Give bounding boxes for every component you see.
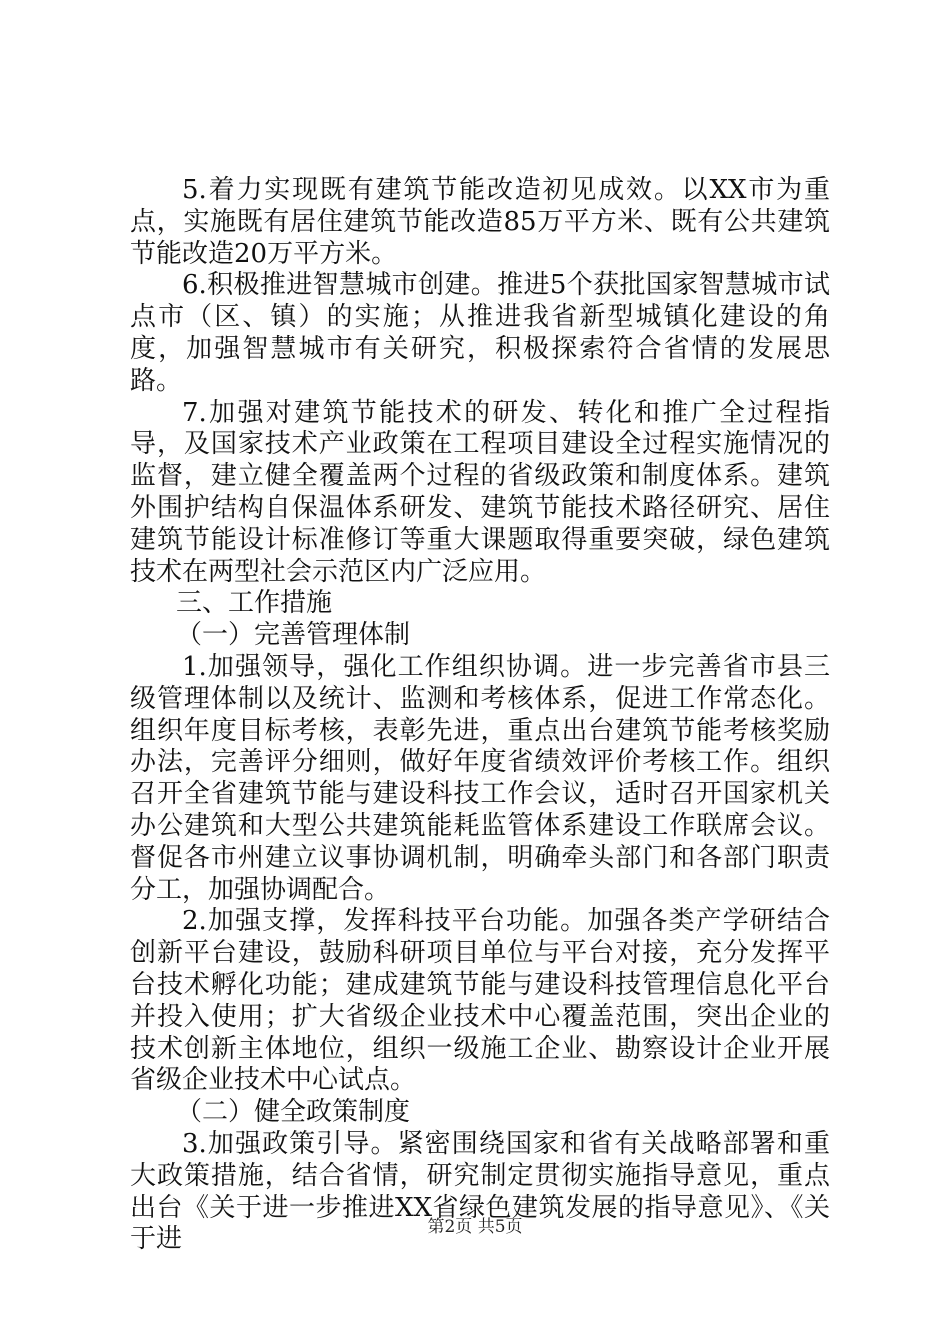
subsection-heading-policy: （二）健全政策制度 [176, 1097, 411, 1128]
subsection-heading-management: （一）完善管理体制 [176, 620, 411, 651]
paragraph-item-1: 1.加强领导，强化工作组织协调。进一步完善省市县三级管理体制以及统计、监测和考核体系，促进工作常态化。组织年度目标考核，表彰先进，重点出台建筑节能考核奖励办法，完善评分细则，做好年度省绩效评价考核工作。组织召开全省建筑节能与建设科技工作会议，适时召开国家机关办公建筑和大型公共建筑能耗监管体系建设工作联席会议。督促各市州建立议事协调机制，明确牵头部门和各部门职责分工，加强协调配合。 [130, 651, 830, 905]
page-footer: 第2页 共5页 [427, 1217, 523, 1237]
section-heading-work-measures: 三、工作措施 [176, 588, 333, 619]
paragraph-item-6: 6.积极推进智慧城市创建。推进5个获批国家智慧城市试点市（区、镇）的实施；从推进我省新型城镇化建设的角度，加强智慧城市有关研究，积极探索符合省情的发展思路。 [130, 270, 830, 396]
paragraph-item-3: 3.加强政策引导。紧密围绕国家和省有关战略部署和重大政策措施，结合省情，研究制定贯彻实施指导意见，重点出台《关于进一步推进XX省绿色建筑发展的指导意见》、《关于进 [130, 1128, 830, 1255]
document-body [130, 175, 830, 1256]
paragraph-item-2: 2.加强支撑，发挥科技平台功能。加强各类产学研结合创新平台建设，鼓励科研项目单位与平台对接，充分发挥平台技术孵化功能；建成建筑节能与建设科技管理信息化平台并投入使用；扩大省级企业技术中心覆盖范围，突出企业的技术创新主体地位，组织一级施工企业、勘察设计企业开展省级企业技术中心试点。 [130, 906, 830, 1096]
paragraph-item-7: 7.加强对建筑节能技术的研发、转化和推广全过程指导，及国家技术产业政策在工程项目建设全过程实施情况的监督，建立健全覆盖两个过程的省级政策和制度体系。建筑外围护结构自保温体系研发、建筑节能技术路径研究、居住建筑节能设计标准修订等重大课题取得重要突破，绿色建筑技术在两型社会示范区内广泛应用。 [130, 397, 830, 587]
paragraph-item-5: 5.着力实现既有建筑节能改造初见成效。以XX市为重点，实施既有居住建筑节能改造85万平方米、既有公共建筑节能改造20万平方米。 [130, 175, 830, 269]
